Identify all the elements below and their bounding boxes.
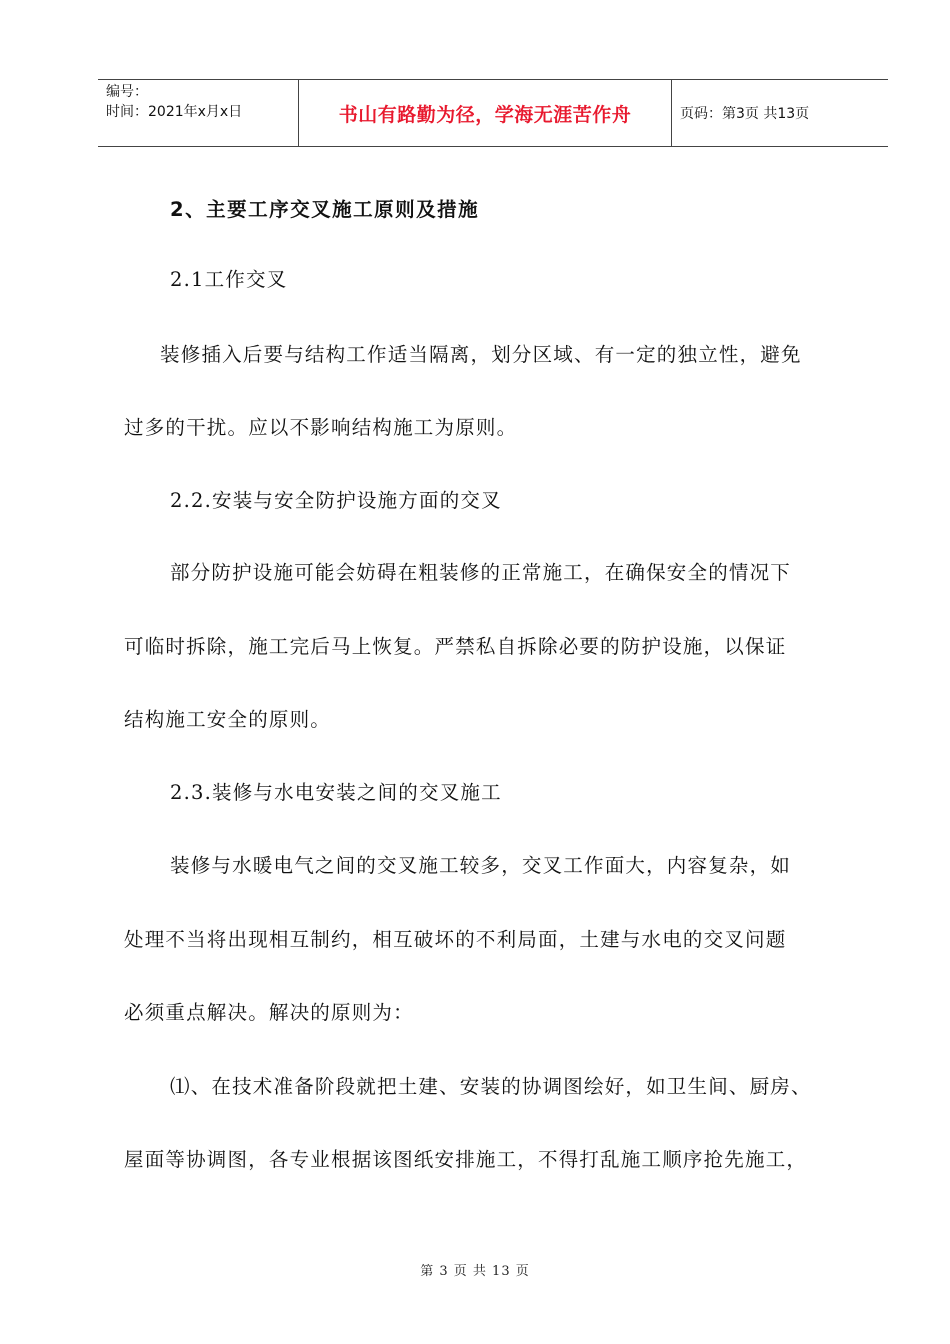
paragraph-line: 屋面等协调图，各专业根据该图纸安排施工，不得打乱施工顺序抢先施工，: [124, 1148, 808, 1171]
paragraph-line: 部分防护设施可能会妨碍在粗装修的正常施工，在确保安全的情况下: [170, 561, 792, 584]
header-meta: [98, 80, 299, 146]
subsection-title: 2.1工作交叉: [170, 268, 288, 291]
header-page-info: 页码：第3页 共13页: [680, 106, 810, 122]
serial-label: 编号：: [106, 84, 148, 100]
paragraph-line: 结构施工安全的原则。: [124, 708, 332, 731]
section-heading: 2、主要工序交叉施工原则及措施: [170, 198, 480, 221]
paragraph-line: 必须重点解决。解决的原则为：: [124, 1001, 414, 1024]
header-motto: 书山有路勤为径，学海无涯苦作舟: [299, 80, 672, 146]
paragraph-line: 处理不当将出现相互制约，相互破坏的不利局面，土建与水电的交叉问题: [124, 928, 787, 951]
paragraph-line: 过多的干扰。应以不影响结构施工为原则。: [124, 416, 518, 439]
paragraph-line: ⑴、在技术准备阶段就把土建、安装的协调图绘好，如卫生间、厨房、: [170, 1075, 812, 1098]
paragraph-line: 装修与水暖电气之间的交叉施工较多，交叉工作面大，内容复杂，如: [170, 854, 792, 877]
paragraph-line: 可临时拆除，施工完后马上恢复。严禁私自拆除必要的防护设施，以保证: [124, 635, 787, 658]
subsection-title: 2.2.安装与安全防护设施方面的交叉: [170, 489, 502, 512]
page-footer: 第 3 页 共 13 页: [420, 1264, 530, 1279]
subsection-title: 2.3.装修与水电安装之间的交叉施工: [170, 781, 502, 804]
page-header: [98, 79, 888, 147]
paragraph-line: 装修插入后要与结构工作适当隔离，划分区域、有一定的独立性，避免: [160, 343, 802, 366]
time-label: 时间：2021年x月x日: [106, 104, 243, 120]
